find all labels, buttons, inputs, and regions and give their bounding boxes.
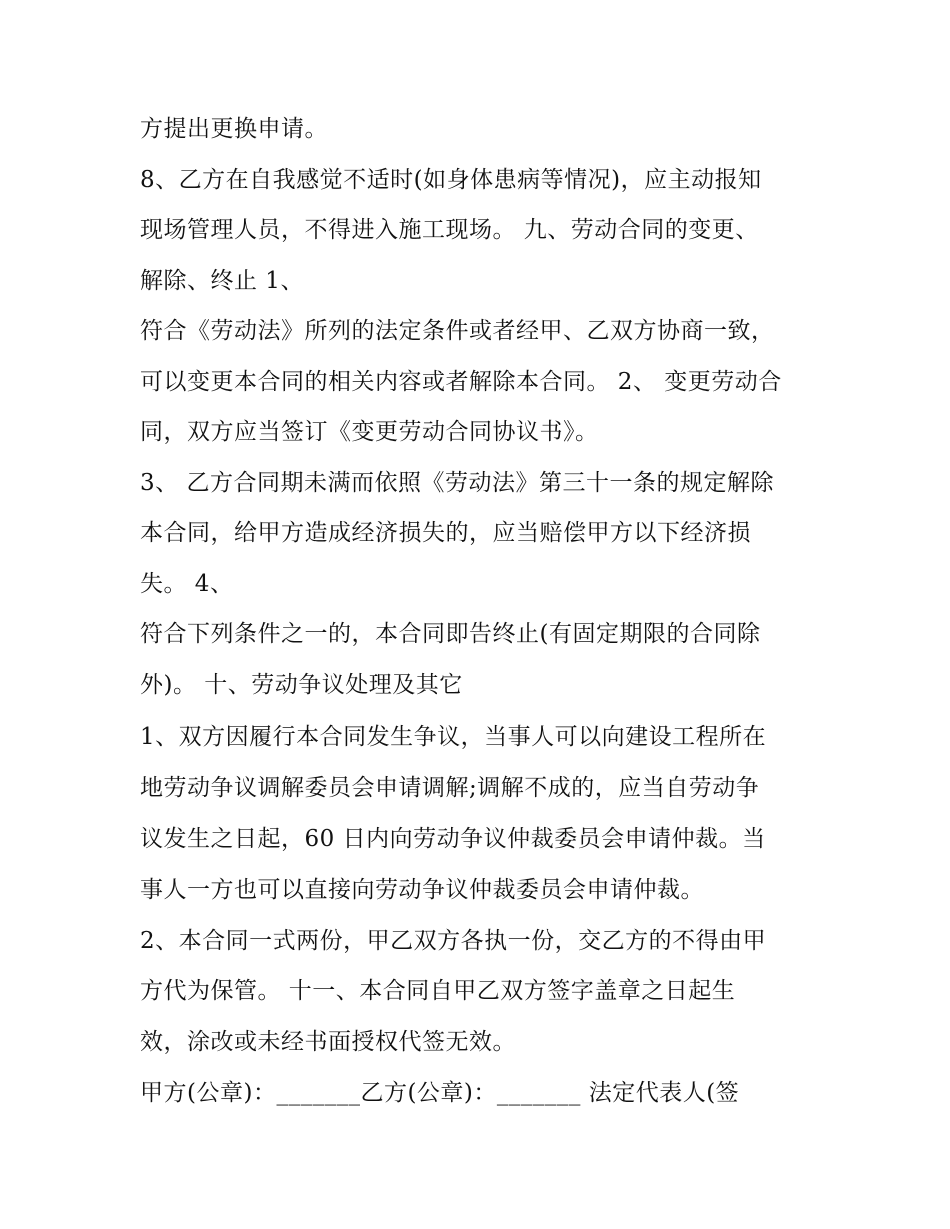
text-line-2: 8、乙方在自我感觉不适时(如身体患病等情况)，应主动报知 bbox=[140, 167, 762, 193]
text-line-7: 同，双方应当签订《变更劳动合同协议书》。 bbox=[140, 419, 599, 445]
signature-line: 甲方(公章)：_______乙方(公章)：_______ 法定代表人(签 bbox=[140, 1080, 740, 1106]
text-line-18: 方代为保管。 十一、本合同自甲乙双方签字盖章之日起生 bbox=[140, 978, 736, 1004]
text-line-17: 2、本合同一式两份，甲乙双方各执一份，交乙方的不得由甲 bbox=[140, 928, 767, 954]
text-line-14: 地劳动争议调解委员会申请调解;调解不成的，应当自劳动争 bbox=[140, 775, 760, 801]
text-line-6: 可以变更本合同的相关内容或者解除本合同。 2、 变更劳动合 bbox=[140, 369, 782, 395]
text-line-11: 符合下列条件之一的，本合同即告终止(有固定期限的合同除 bbox=[140, 621, 761, 647]
text-line-5: 符合《劳动法》所列的法定条件或者经甲、乙双方协商一致， bbox=[140, 318, 775, 344]
text-line-10: 失。 4、 bbox=[140, 571, 234, 597]
text-line-8: 3、 乙方合同期未满而依照《劳动法》第三十一条的规定解除 bbox=[140, 470, 774, 496]
text-line-16: 事人一方也可以直接向劳动争议仲裁委员会申请仲裁。 bbox=[140, 877, 704, 903]
text-line-15: 议发生之日起，60 日内向劳动争议仲裁委员会申请仲裁。当 bbox=[140, 826, 766, 852]
text-line-19: 效，涂改或未经书面授权代签无效。 bbox=[140, 1029, 516, 1055]
text-line-1: 方提出更换申请。 bbox=[140, 116, 328, 142]
text-line-9: 本合同，给甲方造成经济损失的，应当赔偿甲方以下经济损 bbox=[140, 520, 751, 546]
text-line-12: 外)。 十、劳动争议处理及其它 bbox=[140, 672, 463, 698]
text-line-4: 解除、终止 1、 bbox=[140, 268, 304, 294]
text-line-13: 1、双方因履行本合同发生争议，当事人可以向建设工程所在 bbox=[140, 724, 767, 750]
text-line-3: 现场管理人员，不得进入施工现场。 九、劳动合同的变更、 bbox=[140, 217, 759, 243]
